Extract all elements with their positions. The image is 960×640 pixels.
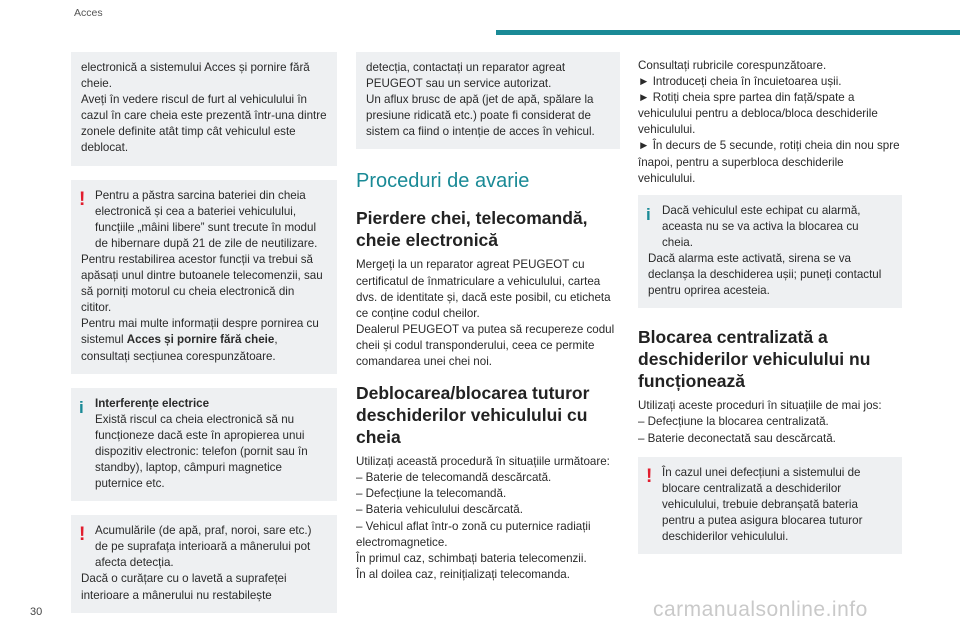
exclamation-icon: ! (646, 465, 653, 487)
watermark: carmanualsonline.info (653, 598, 868, 621)
list-item: – Vehicul aflat într-o zonă cu puternice radiații electromagnetice. (356, 519, 591, 549)
subsection-title-central-lock: Blocarea centralizată a deschiderilor vehiculului nu funcționează (638, 327, 871, 392)
more-suffix: , consultați secțiunea corespunzătoare. (81, 333, 278, 363)
info-icon: i (646, 204, 651, 224)
paragraph: Consultați rubricile corespunzătoare. (638, 59, 827, 72)
note-box-continued-2 (356, 52, 620, 149)
subsection-title-unlock-key: Deblocarea/blocarea tuturor deschiderilor vehiculului cu cheia (356, 383, 590, 448)
column-2 (356, 52, 620, 583)
section-title: Proceduri de avarie (356, 170, 530, 193)
warning-text: În cazul unei defecțiuni a sistemului de blocare centralizată a deschiderilor vehiculului, trebuie debranșată bateria pentru a putea asigura blocarea tuturor deschiderilor vehiculului. (662, 465, 863, 543)
exclamation-icon: ! (79, 524, 86, 546)
warning-text: Dacă o curățare cu o lavetă a suprafeței interioare a mânerului nu restabilește (81, 572, 287, 602)
step-item: ► Rotiți cheia spre partea din față/spate a vehiculului pentru a debloca/bloca deschiderile vehiculului. (638, 91, 878, 137)
note-text: Aveți în vedere riscul de furt al vehiculului în cazul în care cheia este prezentă într-una dintre zonele definite atât timp cât vehiculul este deblocat. (81, 93, 327, 155)
warning-text: Pentru restabilirea acestor funcții va trebui să apăsați unul dintre butoanele telecomenzii, sau să porniți motorul cu cheia electronică din cititor. (81, 252, 323, 315)
list-item: – Bateria vehiculului descărcată. (356, 503, 523, 517)
list-item: – Baterie deconectată sau descărcată. (638, 431, 836, 445)
warning-text-more (81, 316, 327, 364)
info-box-alarm (638, 195, 902, 309)
note-text: detecția, contactați un reparator agreat PEUGEOT sau un service autorizat. (366, 61, 566, 91)
info-title-text: Interferențe electrice (95, 396, 210, 410)
lost-keys-text (356, 257, 620, 370)
subsection-title-lost-keys: Pierdere chei, telecomandă, cheie electronică (356, 208, 588, 251)
page-number: 30 (30, 606, 43, 618)
warning-text: Acumulările (de apă, praf, noroi, sare etc.) de pe suprafața interioară a mânerului pot afecta detecția. (95, 524, 312, 570)
column-1 (71, 52, 337, 621)
list-item: – Defecțiune la telecomandă. (356, 487, 507, 501)
warning-text: Pentru a păstra sarcina bateriei din cheia electronică și cea a bateriei vehiculului, funcțiile „mâini libere” sunt trecute în modul de hibernare după 21 de zile de neutilizare. (95, 188, 318, 250)
step-item: ► Introduceți cheia în încuietoarea ușii. (638, 75, 842, 89)
header-accent-bar (496, 30, 960, 35)
warning-box-dirt (71, 515, 337, 612)
more-bold: Acces și pornire fără cheie (126, 333, 275, 347)
key-steps-text (638, 58, 902, 187)
paragraph: În al doilea caz, reinițializați telecomanda. (356, 567, 570, 581)
central-lock-text (638, 398, 902, 446)
warning-box-battery (71, 180, 337, 374)
info-title (81, 396, 327, 412)
info-text: Există riscul ca cheia electronică să nu funcționeze dacă este în apropierea unui dispozitiv electronic: telefon (pornit sau în standby), laptop, câmpuri magnetice puternice etc. (95, 412, 308, 491)
list-item: – Baterie de telecomandă descărcată. (356, 471, 552, 485)
info-icon: i (79, 397, 84, 417)
warning-box-central-lock (638, 457, 902, 554)
list-item: – Defecțiune la blocarea centralizată. (638, 415, 829, 429)
note-text: electronică a sistemului Acces și pornire fără cheie. (81, 61, 310, 91)
unlock-key-text (356, 454, 620, 583)
paragraph: Utilizați această procedură în situațiile următoare: (356, 455, 610, 469)
note-box-continued (71, 52, 337, 166)
exclamation-icon: ! (79, 188, 86, 210)
column-3 (638, 52, 902, 562)
info-text: Dacă alarma este activată, sirena se va declanșa la deschiderea ușii; puneți contactul pentru oprirea acesteia. (648, 252, 882, 298)
info-box-interference (71, 388, 337, 502)
info-text: Dacă vehiculul este echipat cu alarmă, aceasta nu se va activa la blocarea cu cheia. (662, 203, 861, 249)
paragraph: Utilizați aceste proceduri în situațiile de mai jos: (638, 399, 882, 413)
step-item: ► În decurs de 5 secunde, rotiți cheia din nou spre înapoi, pentru a superbloca deschiderile vehiculului. (638, 139, 900, 185)
note-text: Un aflux brusc de apă (jet de apă, spălare la presiune ridicată etc.) poate fi considerat de sistem ca fiind o intenție de acces în vehicul. (366, 93, 595, 139)
more-prefix: Pentru mai multe informații despre pornirea cu sistemul (81, 317, 319, 347)
paragraph: Mergeți la un reparator agreat PEUGEOT cu certificatul de înmatriculare a vehiculului, cartea dvs. de identitate și, dacă este posibil, cu eticheta ce conține codul cheilor. (356, 258, 611, 320)
paragraph: Dealerul PEUGEOT va putea să recupereze codul cheii și codul transponderului, ceea ce permite comandarea unei chei noi. (356, 322, 615, 369)
section-label: Acces (74, 7, 103, 19)
paragraph: În primul caz, schimbați bateria telecomenzii. (356, 551, 587, 565)
